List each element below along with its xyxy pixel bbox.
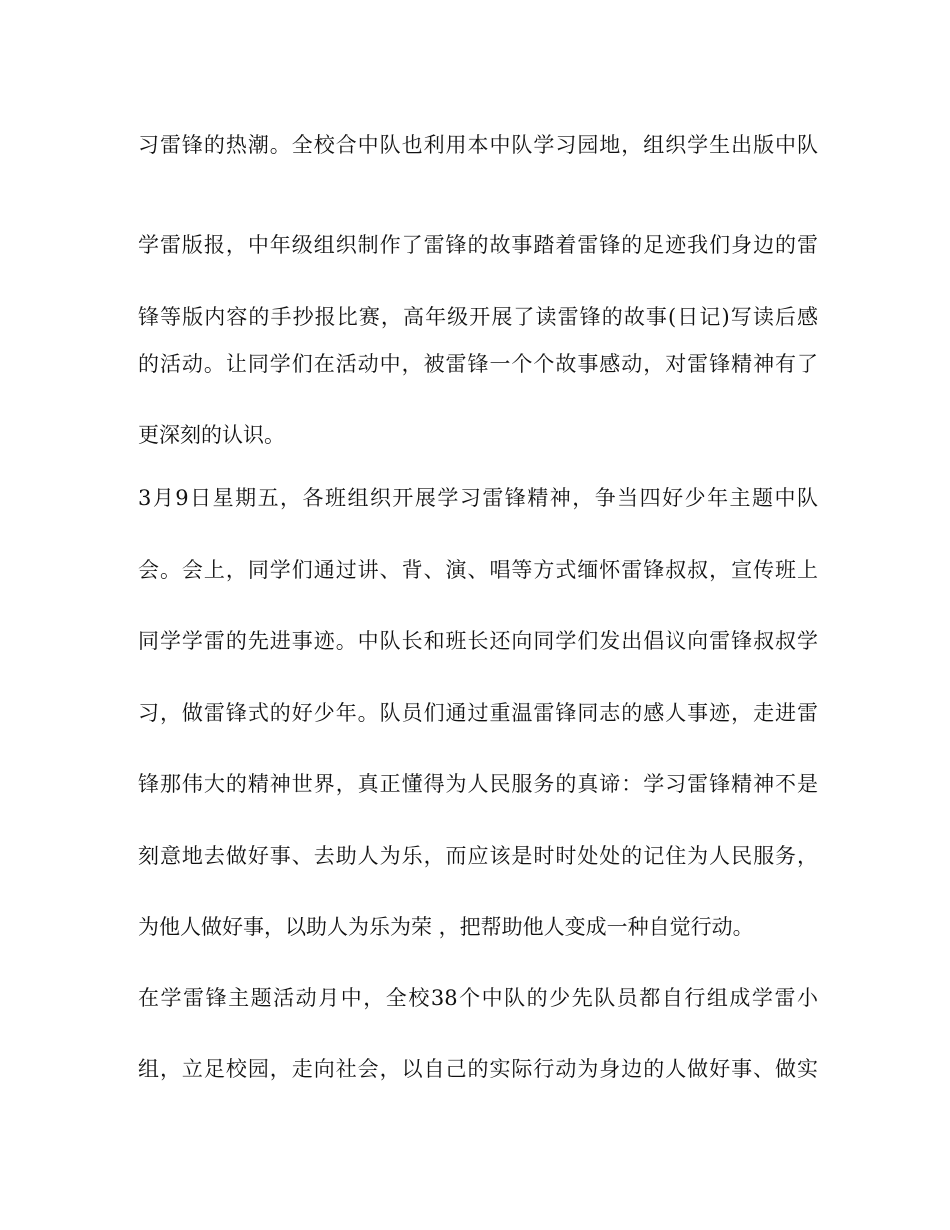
text-line: 在学雷锋主题活动月中，全校38个中队的少先队员都自行组成学雷小 (138, 986, 818, 1010)
text-line: 习，做雷锋式的好少年。队员们通过重温雷锋同志的感人事迹，走进雷 (138, 701, 818, 725)
text-line: 习雷锋的热潮。全校合中队也利用本中队学习园地，组织学生出版中队 (138, 133, 818, 157)
text-line: 锋等版内容的手抄报比赛，高年级开展了读雷锋的故事(日记)写读后感 (138, 305, 818, 329)
text-line: 学雷版报，中年级组织制作了雷锋的故事踏着雷锋的足迹我们身边的雷 (138, 233, 818, 257)
text-line: 同学学雷的先进事迹。中队长和班长还向同学们发出倡议向雷锋叔叔学 (138, 629, 818, 653)
text-line: 更深刻的认识。 (138, 423, 285, 447)
text-line: 刻意地去做好事、去助人为乐，而应该是时时处处的记住为人民服务， (138, 844, 818, 868)
text-line: 组，立足校园，走向社会，以自己的实际行动为身边的人做好事、做实 (138, 1057, 818, 1081)
text-line: 3月9日星期五，各班组织开展学习雷锋精神，争当四好少年主题中队 (138, 486, 818, 510)
text-line: 为他人做好事，以助人为乐为荣 ，把帮助他人变成一种自觉行动。 (138, 915, 754, 939)
text-line: 的活动。让同学们在活动中，被雷锋一个个故事感动，对雷锋精神有了 (138, 352, 818, 376)
text-line: 会。会上，同学们通过讲、背、演、唱等方式缅怀雷锋叔叔，宣传班上 (138, 558, 818, 582)
text-line: 锋那伟大的精神世界，真正懂得为人民服务的真谛：学习雷锋精神不是 (138, 772, 818, 796)
